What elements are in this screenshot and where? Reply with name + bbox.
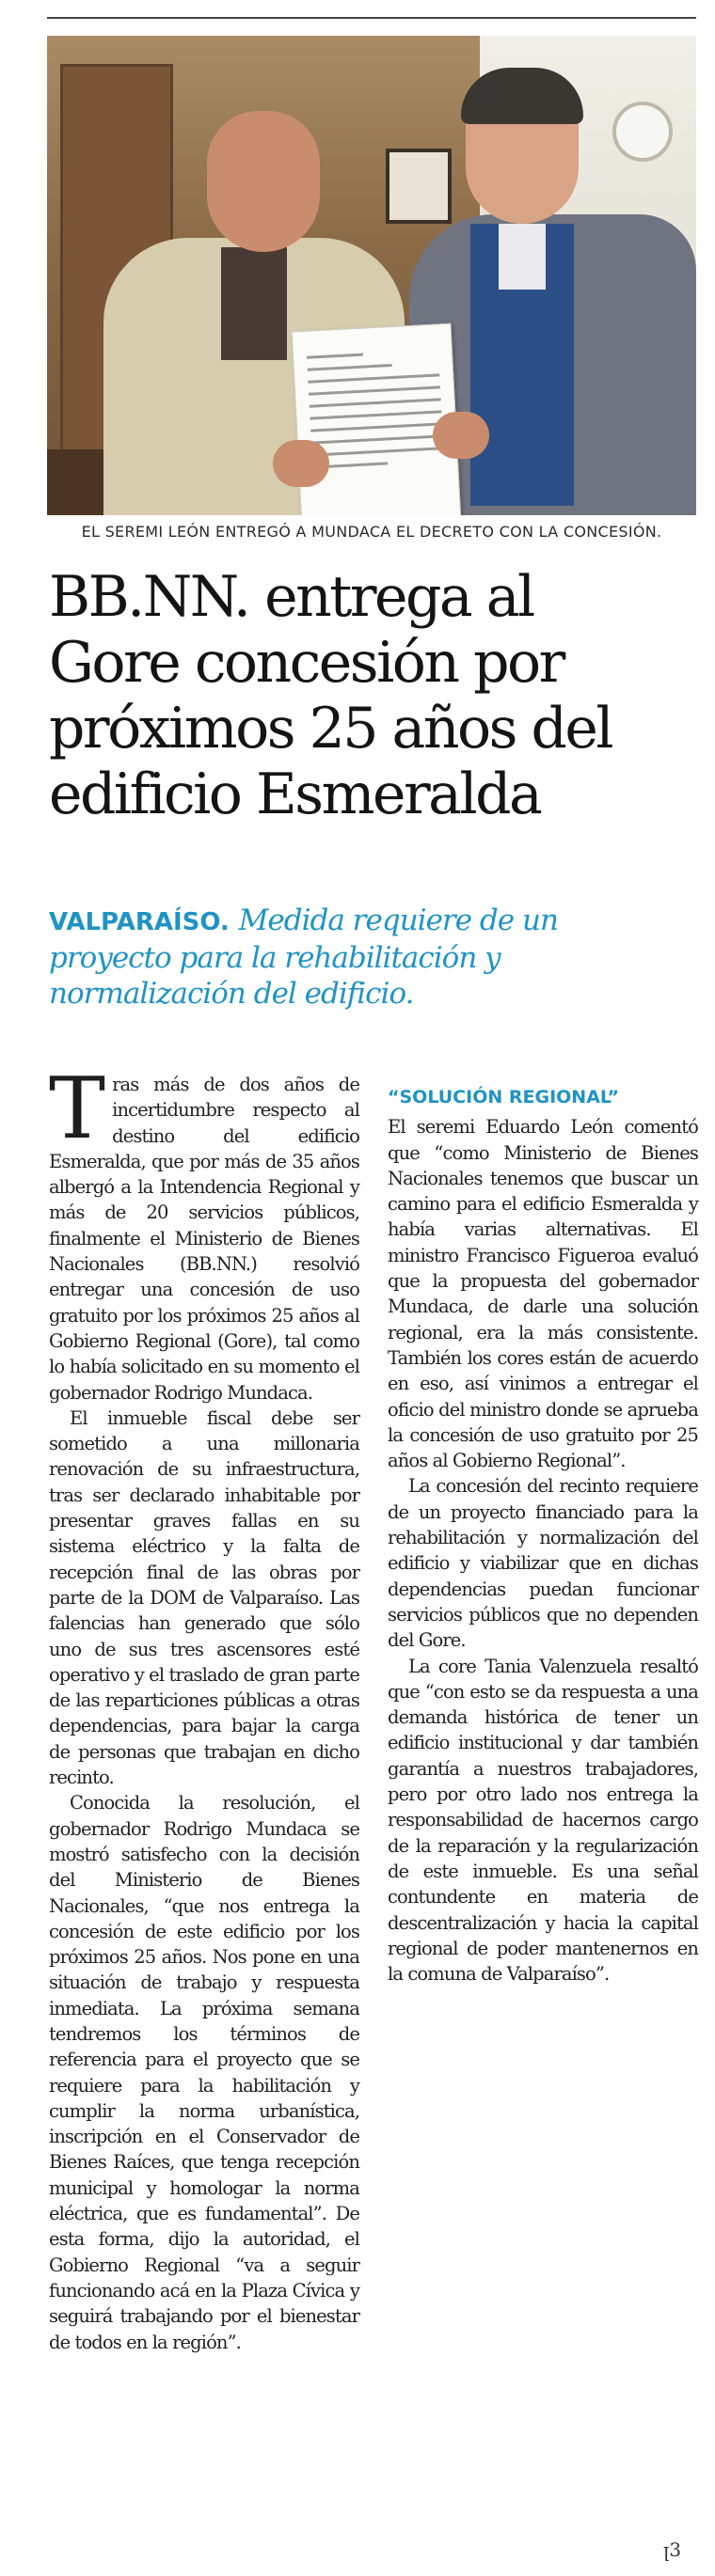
article-column-right [388, 1072, 698, 1987]
headline-line-1: BB.NN. entrega al [49, 564, 533, 630]
headline [49, 564, 698, 827]
drop-cap: T [49, 1060, 105, 1158]
deck-line-2: proyecto para la rehabilitación y [49, 941, 500, 975]
photo-person-left-head [207, 111, 320, 252]
photo-clock-icon [612, 102, 673, 162]
paragraph-6: La core Tania Valenzuela resaltó que “con esto se da respuesta a una demanda histórica de tener un edificio institucional y dar también garantía a nuestros trabajadores, pero por otro lado nos entrega la responsabilidad de hacernos cargo de la reparación y la regularización de este inmueble. Es una señal contundente en materia de descentralización y hacia la capital regional de poder mantenernos en la comuna de Valparaíso”. [388, 1655, 698, 1986]
deck-line-3: normalización del edificio. [49, 977, 414, 1011]
photo-person-left-shirt [221, 247, 287, 360]
headline-line-3: próximos 25 años del [49, 696, 612, 762]
photo-person-right-shirt [499, 224, 546, 290]
paragraph-5: La concesión del recinto requiere de un proyecto financiado para la rehabilitación y normalización del edificio y viabilizar que en dichas dependencias puedan funcionar servicios públicos que no dependen del Gore. [388, 1475, 698, 1652]
news-photo [47, 36, 696, 515]
photo-frame [386, 149, 452, 224]
photo-hand-left [273, 440, 329, 487]
lead-line-1 [49, 903, 698, 940]
paragraph-4: El seremi Eduardo León comentó que “como Ministerio de Bienes Nacionales tenemos que buscar un camino para el edificio Esmeralda y había varias alternativas. El ministro Francisco Figueroa evaluó que la propuesta del gobernador Mundaca, de darle una solución regional, era la más consistente. También los cores están de acuerdo en eso, así vinimos a entregar el oficio del ministro donde se aprueba la concesión de uso gratuito por 25 años al Gobierno Regional”. [388, 1116, 698, 1472]
dateline-location: VALPARAÍSO. [49, 908, 230, 936]
paragraph-1-text: ras más de dos años de incertidumbre respecto al destino del edificio Esmeralda, que por más de 35 años albergó a la Intendencia Regional y más de 20 servicios públicos, finalmente el Ministerio de Bienes Nacionales (BB.NN.) resolvió entregar una concesión de uso gratuito por los próximos 25 años al Gobierno Regional (Gore), tal como lo había solicitado en su momento el gobernador Rodrigo Mundaca. [49, 1074, 359, 1404]
deck-line-1: Medida requiere de un [238, 903, 558, 937]
paragraph-3: Conocida la resolución, el gobernador Rodrigo Mundaca se mostró satisfecho con la decisión del Ministerio de Bienes Nacionales, “que nos entrega la concesión de este edificio por los próximos 25 años. Nos pone en una situación de trabajo y respuesta inmediata. La próxima semana tendremos los términos de referencia para el proyecto que se requiere para la habilitación y cumplir la norma urbanística, inscripción en el Conservador de Bienes Raíces, que tenga recepción municipal y homologar la norma eléctrica, que es fundamental”. De esta forma, dijo la autoridad, el Gobierno Regional “va a seguir funcionando acá en la Plaza Cívica y seguirá trabajando por el bienestar de todos en la región”. [49, 1792, 359, 2353]
headline-line-2: Gore concesión por [49, 630, 564, 696]
photo-caption: EL SEREMI LEÓN ENTREGÓ A MUNDACA EL DECRETO CON LA CONCESIÓN. [81, 523, 662, 541]
article-column-left [49, 1060, 359, 2355]
photo-decree-document [292, 323, 462, 515]
top-rule [47, 17, 696, 19]
paragraph-1 [49, 1060, 359, 1406]
headline-line-4: edificio Esmeralda [49, 762, 541, 827]
subheading: “SOLUCIÓN REGIONAL” [388, 1087, 619, 1107]
photo-hand-right [433, 412, 489, 459]
paragraph-2: El inmueble fiscal debe ser sometido a una millonaria renovación de su infraestructura, tras ser declarado inhabitable por presentar graves fallas en su sistema eléctrico y la falta de recepción final de las obras por parte de la DOM de Valparaíso. Las falencias han generado que sólo uno de sus tres ascensores esté operativo y el traslado de gran parte de las reparticiones públicas a otras dependencias, para bajar la carga de personas que trabajan en dicho recinto. [49, 1406, 359, 1789]
lead-deck [49, 903, 698, 1012]
end-mark-icon: ꞁ3 [663, 2538, 682, 2561]
